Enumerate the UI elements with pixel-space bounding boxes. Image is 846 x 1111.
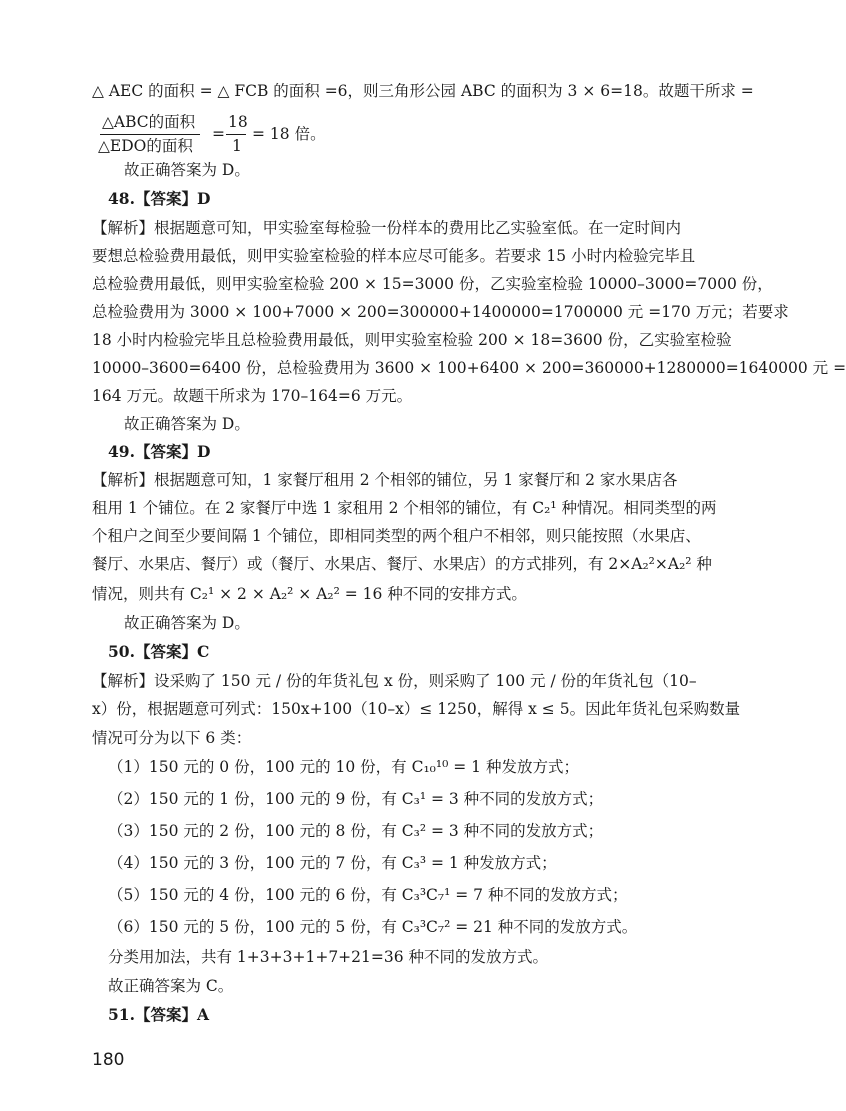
text-line: 情况可分为以下 6 类： xyxy=(92,729,252,747)
text-line: 【解析】根据题意可知，1 家餐厅租用 2 个相邻的铺位，另 1 家餐厅和 2 家水果店各 xyxy=(92,471,678,489)
answer-header: 51.【答案】A xyxy=(108,1005,209,1024)
text-line: 总检验费用为 3000 × 100+7000 × 200=300000+1400000=1700000 元 =170 万元；若要求 xyxy=(92,303,789,321)
case-item: （4）150 元的 3 份，100 元的 7 份，有 C₃³ = 1 种发放方式； xyxy=(108,854,557,872)
text-line: 164 万元。故题干所求为 170–164=6 万元。 xyxy=(92,387,413,405)
fraction-result: = 18 倍。 xyxy=(252,125,326,143)
case-item: （1）150 元的 0 份，100 元的 10 份，有 C₁₀¹⁰ = 1 种发放方式； xyxy=(108,758,579,776)
case-item: （5）150 元的 4 份，100 元的 6 份，有 C₃³C₇¹ = 7 种不同的发放方式； xyxy=(108,886,628,904)
case-item: （6）150 元的 5 份，100 元的 5 份，有 C₃³C₇² = 21 种不同的发放方式。 xyxy=(108,918,638,936)
case-item: （2）150 元的 1 份，100 元的 9 份，有 C₃¹ = 3 种不同的发放方式； xyxy=(108,790,604,808)
page-number: 180 xyxy=(92,1050,125,1070)
text-line: 【解析】根据题意可知，甲实验室每检验一份样本的费用比乙实验室低。在一定时间内 xyxy=(92,219,682,237)
text-line: △ AEC 的面积 = △ FCB 的面积 =6，则三角形公园 ABC 的面积为 3 × 6=18。故题干所求 = xyxy=(92,82,754,100)
answer-header: 50.【答案】C xyxy=(108,642,210,661)
text-line: x）份，根据题意可列式：150x+100（10–x）≤ 1250，解得 x ≤ 5。因此年货礼包采购数量 xyxy=(92,700,741,718)
answer-header: 48.【答案】D xyxy=(108,189,211,208)
fraction-numerator: 18 xyxy=(228,113,248,131)
fraction-bar xyxy=(100,134,200,135)
answer-line: 故正确答案为 C。 xyxy=(108,977,234,995)
text-line: 18 小时内检验完毕且总检验费用最低，则甲实验室检验 200 × 18=3600 份，乙实验室检验 xyxy=(92,331,732,349)
document-page: △ AEC 的面积 = △ FCB 的面积 =6，则三角形公园 ABC 的面积为 3 × 6=18。故题干所求 = △ABC的面积 △EDO的面积 = 18 1 = 18 倍。 故正确答案为 D。 48.【答案】D 【解析】根据题意可知，甲实验室每检验一份样本的费用比乙实验室低。在一定时间内 要想总检验费用最低，则甲实验室检验的样本应尽可能多。若要求 15 小时内检验完毕且 总检验费用最低，则甲实验室检验 200 × 15=3000 份，乙实验室检验 10000–3000=7000 份， 总检验费用为 3000 × 100+7000 × 200=300000+1400000=1700000 元 =170 万元；若要求 18 小时内检验完毕且总检验费用最低，则甲实验室检验 200 × 18=3600 份，乙实验室检验 10000–3600=6400 份，总检验费用为 3600 × 100+6400 × 200=360000+1280000=1640000 元 = 164 万元。故题干所求为 170–164=6 万元。 故正确答案为 D。 49.【答案】D 【解析】根据题意可知，1 家餐厅租用 2 个相邻的铺位，另 1 家餐厅和 2 家水果店各 租用 1 个铺位。在 2 家餐厅中选 1 家租用 2 个相邻的铺位，有 C₂¹ 种情况。相同类型的两 个租户之间至少要间隔 1 个铺位，即相同类型的两个租户不相邻，则只能按照（水果店、 餐厅、水果店、餐厅）或（餐厅、水果店、餐厅、水果店）的方式排列，有 2×A₂²×A₂² 种 情况，则共有 C₂¹ × 2 × A₂² × A₂² = 16 种不同的安排方式。 故正确答案为 D。 50.【答案】C 【解析】设采购了 150 元 / 份的年货礼包 x 份，则采购了 100 元 / 份的年货礼包（10– x）份，根据题意可列式：150x+100（10–x）≤ 1250，解得 x ≤ 5。因此年货礼包采购数量 情况可分为以下 6 类： （1）150 元的 0 份，100 元的 10 份，有 C₁₀¹⁰ = 1 种发放方式； （2）150 元的 1 份，100 元的 9 份，有 C₃¹ = 3 种不同的发放方式； （3）150 元的 2 份，100 元的 8 份，有 C₃² = 3 种不同的发放方式； （4）150 元的 3 份，100 元的 7 份，有 C₃³ = 1 种发放方式； （5）150 元的 4 份，100 元的 6 份，有 C₃³C₇¹ = 7 种不同的发放方式； （6）150 元的 5 份，100 元的 5 份，有 C₃³C₇² = 21 种不同的发放方式。 分类用加法，共有 1+3+3+1+7+21=36 种不同的发放方式。 故正确答案为 C。 51.【答案】A 180 xyxy=(92,82,846,1070)
case-item: （3）150 元的 2 份，100 元的 8 份，有 C₃² = 3 种不同的发放方式； xyxy=(108,822,604,840)
answer-header: 49.【答案】D xyxy=(108,442,211,461)
fraction-denominator: 1 xyxy=(232,137,242,155)
text-line: 总检验费用最低，则甲实验室检验 200 × 15=3000 份，乙实验室检验 10000–3000=7000 份， xyxy=(92,275,773,293)
text-line: 要想总检验费用最低，则甲实验室检验的样本应尽可能多。若要求 15 小时内检验完毕且 xyxy=(92,247,696,265)
text-line: 情况，则共有 C₂¹ × 2 × A₂² × A₂² = 16 种不同的安排方式。 xyxy=(92,585,527,603)
text-line: 租用 1 个铺位。在 2 家餐厅中选 1 家租用 2 个相邻的铺位，有 C₂¹ 种情况。相同类型的两 xyxy=(92,499,717,517)
text-line: 【解析】设采购了 150 元 / 份的年货礼包 x 份，则采购了 100 元 / 份的年货礼包（10– xyxy=(92,672,697,690)
text-line: 分类用加法，共有 1+3+3+1+7+21=36 种不同的发放方式。 xyxy=(108,948,549,966)
text-line: 10000–3600=6400 份，总检验费用为 3600 × 100+6400 × 200=360000+1280000=1640000 元 = xyxy=(92,359,846,377)
answer-line: 故正确答案为 D。 xyxy=(124,161,250,179)
text-line: 餐厅、水果店、餐厅）或（餐厅、水果店、餐厅、水果店）的方式排列，有 2×A₂²×A₂² 种 xyxy=(92,555,712,573)
fraction-numerator: △ABC的面积 xyxy=(102,113,196,131)
answer-line: 故正确答案为 D。 xyxy=(124,415,250,433)
text-line: 个租户之间至少要间隔 1 个铺位，即相同类型的两个租户不相邻，则只能按照（水果店、 xyxy=(92,527,701,545)
fraction-bar xyxy=(226,134,246,135)
fraction-denominator: △EDO的面积 xyxy=(98,137,193,155)
answer-line: 故正确答案为 D。 xyxy=(124,614,250,632)
